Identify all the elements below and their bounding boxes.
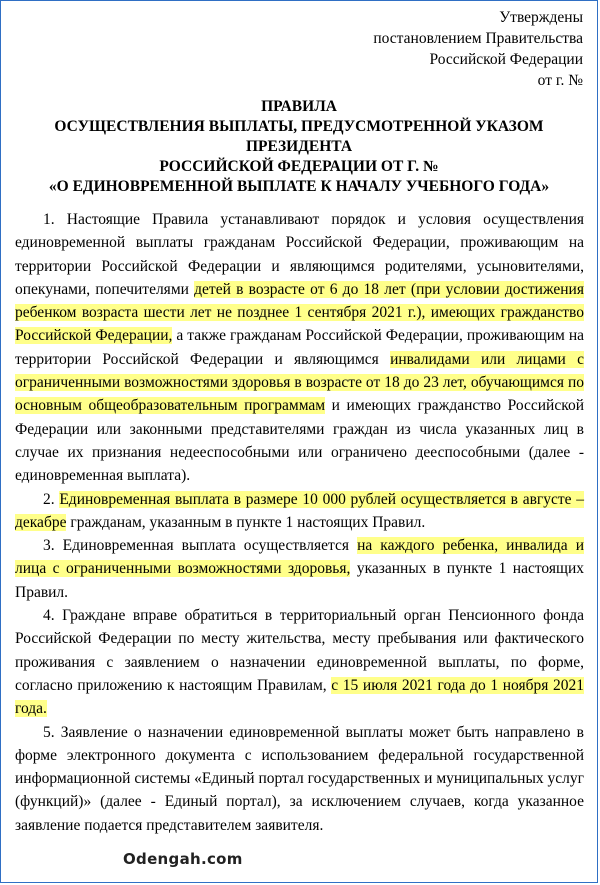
title-line-4: РОССИЙСКОЙ ФЕДЕРАЦИИ ОТ Г. №	[159, 158, 439, 175]
paragraph-2	[15, 488, 584, 535]
title-line-1: ПРАВИЛА	[261, 98, 337, 115]
approval-line-1: Утверждены	[499, 9, 583, 26]
paragraph-1-highlight-children: детей в возрасте от 6 до 18 лет (при условии достижения ребенком возраста шести лет не позднее 1 сентября 2021 г.), имеющих гражданство Российской Федерации,	[15, 280, 584, 345]
paragraph-1-highlight-disabled: инвалидами или лицами с ограниченными возможностями здоровья в возрасте от 18 до 23 лет, обучающимся по основным общеобразовательным программам	[15, 350, 584, 415]
paragraph-2-highlight-amount: Единовременная выплата в размере 10 000 рублей осуществляется в августе – декабре	[15, 490, 585, 531]
approval-line-2: постановлением Правительства	[373, 30, 583, 47]
paragraph-3-text-c: указанных в пункте 1 настоящих Правил.	[15, 560, 584, 601]
paragraph-4-text-a: 4. Граждане вправе обратиться в территориальный орган Пенсионного фонда Российской Федерации по месту жительства, месту пребывания или фактического проживания с заявлением о назначении единовременной выплаты, по форме, согласно приложению к настоящим Правилам,	[15, 607, 584, 694]
paragraph-3-highlight-each-child: на каждого ребенка, инвалида и лица с ограниченными возможностями здоровья,	[15, 537, 584, 578]
title-line-3: ПРЕЗИДЕНТА	[245, 138, 353, 155]
paragraph-1-text-e: и имеющих гражданство Российской Федерации или законными представителями граждан из числа указанных лиц в случае их признания недееспособными или ограничено дееспособными (далее - единовременная выплата).	[15, 397, 584, 485]
approval-line-4: от г. №	[537, 72, 583, 89]
paragraph-1-text-c: а также гражданам Российской Федерации, проживающим на территории Российской Федерации и являющимся	[15, 327, 584, 368]
title-line-2: ОСУЩЕСТВЛЕНИЯ ВЫПЛАТЫ, ПРЕДУСМОТРЕННОЙ УКАЗОМ	[54, 118, 544, 135]
paragraph-2-text-c: гражданам, указанным в пункте 1 настоящих Правил.	[66, 513, 426, 531]
site-watermark: Odengah.com	[123, 850, 243, 868]
paragraph-4-highlight-dates: с 15 июля 2021 года до 1 ноября 2021 года.	[15, 676, 584, 718]
approval-stamp	[373, 7, 583, 91]
approval-line-3: Российской Федерации	[429, 51, 583, 68]
paragraph-4	[15, 604, 584, 720]
paragraph-1-text-a: 1. Настоящие Правила устанавливают порядок и условия осуществления единовременной выплаты гражданам Российской Федерации, проживающим на территории Российской Федерации и являющимся родителями, усыновителями, опекунами, попечителями	[15, 211, 584, 298]
paragraph-1	[15, 208, 584, 488]
paragraph-3-text-a: 3. Единовременная выплата осуществляется	[43, 537, 358, 555]
title-line-5: «О ЕДИНОВРЕМЕННОЙ ВЫПЛАТЕ К НАЧАЛУ УЧЕБНОГО ГОДА»	[48, 178, 550, 195]
paragraph-2-text-a: 2.	[43, 490, 60, 508]
paragraph-5	[15, 721, 584, 837]
document-title	[11, 97, 587, 197]
paragraph-5-text-a: 5. Заявление о назначении единовременной выплаты может быть направлено в форме электронного документа с использованием федеральной государственной информационной системы «Единый портал государственных и муниципальных услуг (функций)» (далее - Единый портал), за исключением случаев, когда указанное заявление подается представителем заявителя.	[15, 723, 584, 834]
document-body	[15, 208, 584, 837]
paragraph-3	[15, 534, 584, 604]
